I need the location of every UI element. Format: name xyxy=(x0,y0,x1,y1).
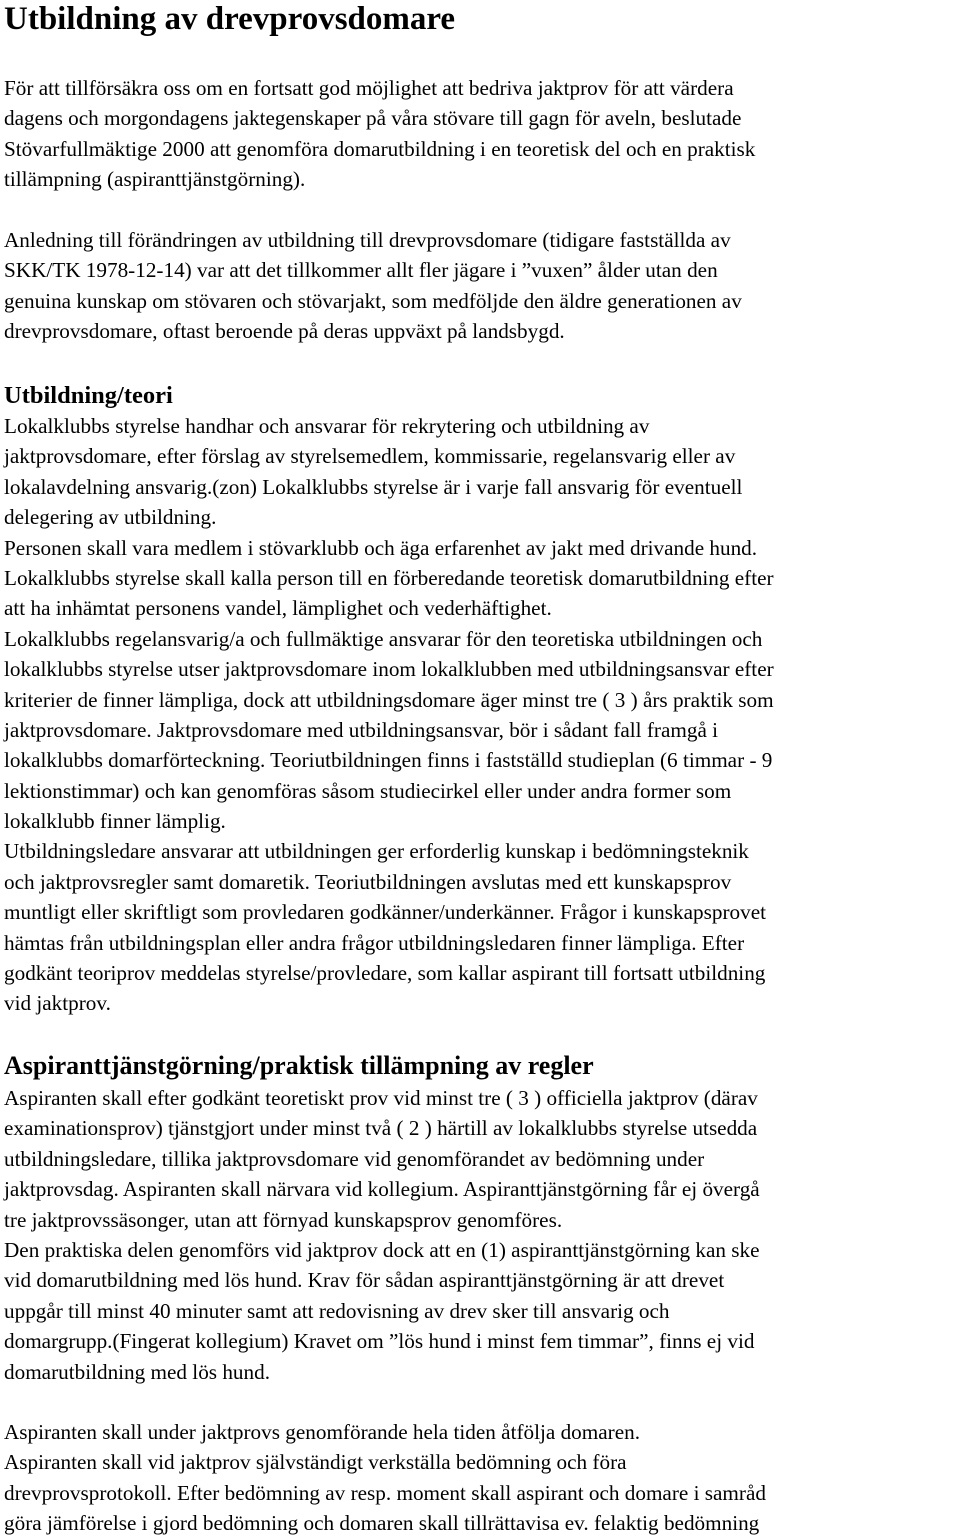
body-line: Aspiranten skall under jaktprovs genomförande hela tiden åtfölja domaren. xyxy=(4,1420,641,1444)
reason-line: SKK/TK 1978-12-14) var att det tillkommer allt fler jägare i ”vuxen” ålder utan den xyxy=(4,258,718,283)
body-line: och jaktprovsregler samt domaretik. Teoriutbildningen avslutas med ett kunskapsprov xyxy=(4,869,732,894)
section-aspirant-body xyxy=(4,1083,760,1387)
intro-paragraph xyxy=(4,73,755,195)
body-line: Lokalklubbs styrelse handhar och ansvarar för rekrytering och utbildning av xyxy=(4,414,650,438)
body-line: delegering av utbildning. xyxy=(4,505,217,530)
document-title: Utbildning av drevprovsdomare xyxy=(4,1,456,37)
section-heading-teori: Utbildning/teori xyxy=(4,382,173,409)
section-teori-body xyxy=(4,411,774,1019)
body-line: jaktprovsdomare, efter förslag av styrelsemedlem, kommissarie, regelansvarig eller av xyxy=(4,444,736,469)
body-line: lokalklubbs styrelse utser jaktprovsdomare inom lokalklubben med utbildningsansvar efter xyxy=(4,657,774,682)
body-line: jaktprovsdomare. Jaktprovsdomare med utbildningsansvar, bör i sådant fall framgå i xyxy=(4,717,719,742)
intro-line: Stövarfullmäktige 2000 att genomföra domarutbildning i en teoretisk del och en praktisk xyxy=(4,136,756,161)
body-line: vid jaktprov. xyxy=(4,991,111,1016)
body-line: tre jaktprovssäsonger, utan att förnyad kunskapsprov genomföres. xyxy=(4,1207,563,1232)
body-line: lektionstimmar) och kan genomföras såsom studiecirkel eller under andra former som xyxy=(4,778,732,803)
body-line: uppgår till minst 40 minuter samt att redovisning av drev sker till ansvarig och xyxy=(4,1298,670,1323)
reason-line: Anledning till förändringen av utbildning till drevprovsdomare (tidigare fastställda av xyxy=(4,228,731,252)
body-line: Aspiranten skall vid jaktprov självständigt verkställa bedömning och föra xyxy=(4,1450,627,1475)
body-line: Lokalklubbs regelansvarig/a och fullmäktige ansvarar för den teoretiska utbildningen och xyxy=(4,626,763,651)
closing-paragraph xyxy=(4,1417,766,1539)
body-line: jaktprovsdag. Aspiranten skall närvara vid kollegium. Aspiranttjänstgörning får ej övergå xyxy=(4,1177,760,1202)
body-line: göra jämförelse i gjord bedömning och domaren skall tillrättavisa ev. felaktig bedömning xyxy=(4,1511,760,1536)
body-line: muntligt eller skriftligt som provledaren godkänner/underkänner. Frågor i kunskapsprovet xyxy=(4,900,766,925)
body-line: domarutbildning med lös hund. xyxy=(4,1359,271,1384)
intro-line: dagens och morgondagens jaktegenskaper på våra stövare till gagn för aveln, beslutade xyxy=(4,106,742,131)
body-line: kriterier de finner lämpliga, dock att utbildningsdomare äger minst tre ( 3 ) års praktik som xyxy=(4,687,774,712)
reason-paragraph xyxy=(4,225,742,347)
body-line: godkänt teoriprov meddelas styrelse/provledare, som kallar aspirant till fortsatt utbildning xyxy=(4,961,766,986)
body-line: Aspiranten skall efter godkänt teoretiskt prov vid minst tre ( 3 ) officiella jaktprov (därav xyxy=(4,1086,758,1110)
body-line: att ha inhämtat personens vandel, lämplighet och vederhäftighet. xyxy=(4,596,552,621)
body-line: vid domarutbildning med lös hund. Krav för sådan aspiranttjänstgörning är att drevet xyxy=(4,1268,725,1293)
reason-line: drevprovsdomare, oftast beroende på deras uppväxt på landsbygd. xyxy=(4,319,565,344)
body-line: lokalklubbs domarförteckning. Teoriutbildningen finns i fastställd studieplan (6 timmar - 9 xyxy=(4,748,773,773)
body-line: examinationsprov) tjänstgjort under minst två ( 2 ) härtill av lokalklubbs styrelse utsedda xyxy=(4,1116,758,1141)
body-line: lokalklubb finner lämplig. xyxy=(4,809,226,834)
body-line: Lokalklubbs styrelse skall kalla person till en förberedande teoretisk domarutbildning efter xyxy=(4,565,774,590)
body-line: domargrupp.(Fingerat kollegium) Kravet om ”lös hund i minst fem timmar”, finns ej vid xyxy=(4,1329,755,1354)
body-line: hämtas från utbildningsplan eller andra frågor utbildningsledaren finner lämpliga. Efter xyxy=(4,930,745,955)
intro-line: tillämpning (aspiranttjänstgörning). xyxy=(4,167,306,192)
body-line: Utbildningsledare ansvarar att utbildningen ger erforderlig kunskap i bedömningsteknik xyxy=(4,839,749,864)
body-line: Den praktiska delen genomförs vid jaktprov dock att en (1) aspiranttjänstgörning kan ske xyxy=(4,1237,760,1262)
reason-line: genuina kunskap om stövaren och stövarjakt, som medföljde den äldre generationen av xyxy=(4,288,742,313)
body-line: utbildningsledare, tillika jaktprovsdomare vid genomförandet av bedömning under xyxy=(4,1146,705,1171)
body-line: drevprovsprotokoll. Efter bedömning av resp. moment skall aspirant och domare i samråd xyxy=(4,1480,766,1505)
intro-line: För att tillförsäkra oss om en fortsatt god möjlighet att bedriva jaktprov för att värdera xyxy=(4,76,734,100)
body-line: lokalavdelning ansvarig.(zon) Lokalklubbs styrelse är i varje fall ansvarig för eventuell xyxy=(4,474,743,499)
body-line: Personen skall vara medlem i stövarklubb och äga erfarenhet av jakt med drivande hund. xyxy=(4,535,758,560)
section-heading-aspirant: Aspiranttjänstgörning/praktisk tillämpning av regler xyxy=(4,1051,594,1080)
